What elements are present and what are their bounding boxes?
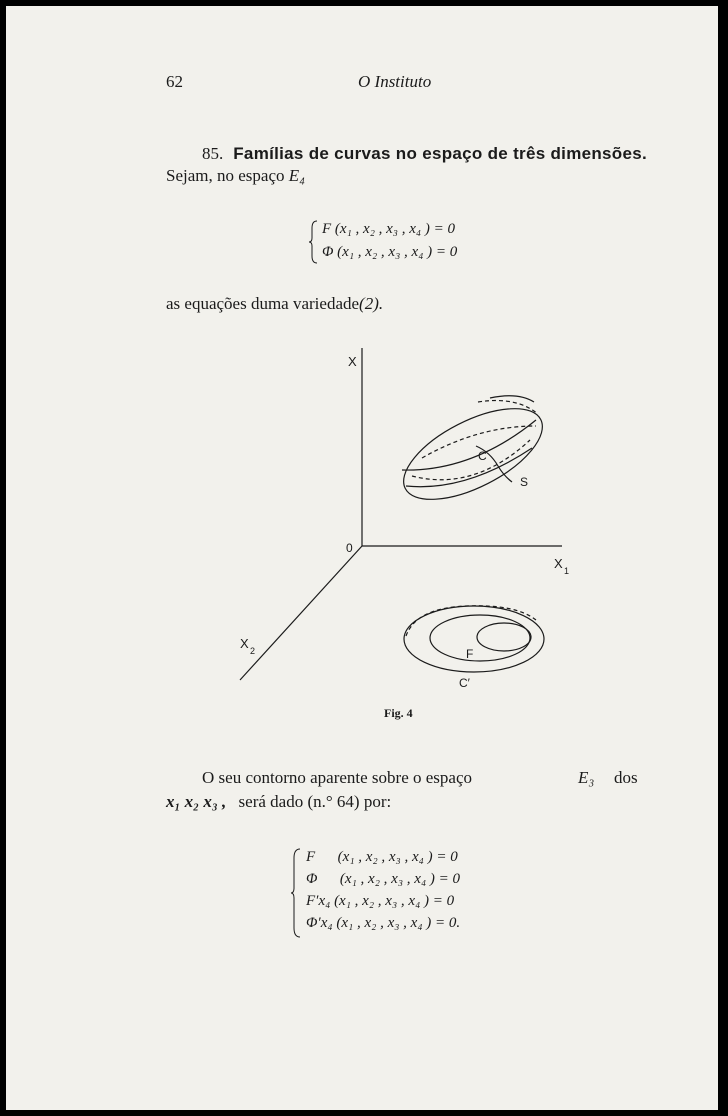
system1-brace: [308, 220, 320, 264]
contour-c-prime-label: C′: [459, 676, 470, 690]
intro-line: [166, 166, 305, 186]
system1-equation-1: F (x₁ , x₂ , x₃ , x₄ ) = 0: [322, 221, 456, 237]
paragraph-vars: x₁ x₂ x₃ ,: [166, 792, 227, 811]
figure-4: [216, 336, 576, 706]
x2-axis-line: [240, 546, 362, 680]
after-system1-line: [166, 294, 383, 314]
page-number: 62: [166, 72, 183, 91]
surface-s-label: S: [520, 475, 529, 489]
contour-c-prime-ellipse: [404, 606, 544, 672]
projection-f-label: F: [466, 647, 474, 661]
after-system1-text: as equações duma variedade: [166, 294, 360, 313]
surface-s: [390, 390, 555, 518]
running-title: O Instituto: [358, 72, 432, 91]
paragraph-line-1b: dos: [614, 768, 638, 787]
paragraph-line-1: [202, 768, 472, 788]
system2-equation-2: Φ (x₁ , x₂ , x₃ , x₄ ) = 0: [306, 871, 461, 887]
system2-equation-3: F′x₄ (x₁ , x₂ , x₃ , x₄ ) = 0: [306, 893, 455, 909]
paragraph-line-2: [166, 792, 391, 812]
paragraph-space: E₃: [578, 768, 595, 787]
system2-equation-4: Φ′x₄ (x₁ , x₂ , x₃ , x₄ ) = 0.: [306, 915, 461, 931]
book-page: [6, 6, 718, 1110]
curve-c-label: C: [478, 449, 487, 463]
system2-brace: [290, 848, 302, 938]
after-system1-ref: (2).: [359, 294, 384, 313]
x1-axis-subscript: 1: [564, 566, 570, 576]
section-number: 85.: [202, 144, 224, 163]
x-axis-label: X: [348, 354, 357, 369]
section-title: Famílias de curvas no espaço de três dimensões.: [233, 144, 648, 163]
x2-axis-label: X: [240, 636, 249, 651]
x2-axis-subscript: 2: [250, 646, 256, 656]
intro-space: E₄: [288, 166, 306, 185]
system2-equation-1: F (x₁ , x₂ , x₃ , x₄ ) = 0: [306, 849, 458, 865]
paragraph-line-1a: O seu contorno aparente sobre o espaço: [202, 768, 473, 787]
origin-label: 0: [346, 541, 353, 555]
x1-axis-label: X: [554, 556, 563, 571]
intro-text: Sejam, no espaço: [166, 166, 285, 185]
system1-equation-2: Φ (x₁ , x₂ , x₃ , x₄ ) = 0: [322, 244, 458, 260]
section-heading: [202, 144, 647, 164]
paragraph-line-2-text: será dado (n.° 64) por:: [238, 792, 392, 811]
projection-group: [404, 606, 544, 672]
projection-f-ellipse: [430, 615, 530, 661]
figure-caption: Fig. 4: [384, 706, 413, 720]
